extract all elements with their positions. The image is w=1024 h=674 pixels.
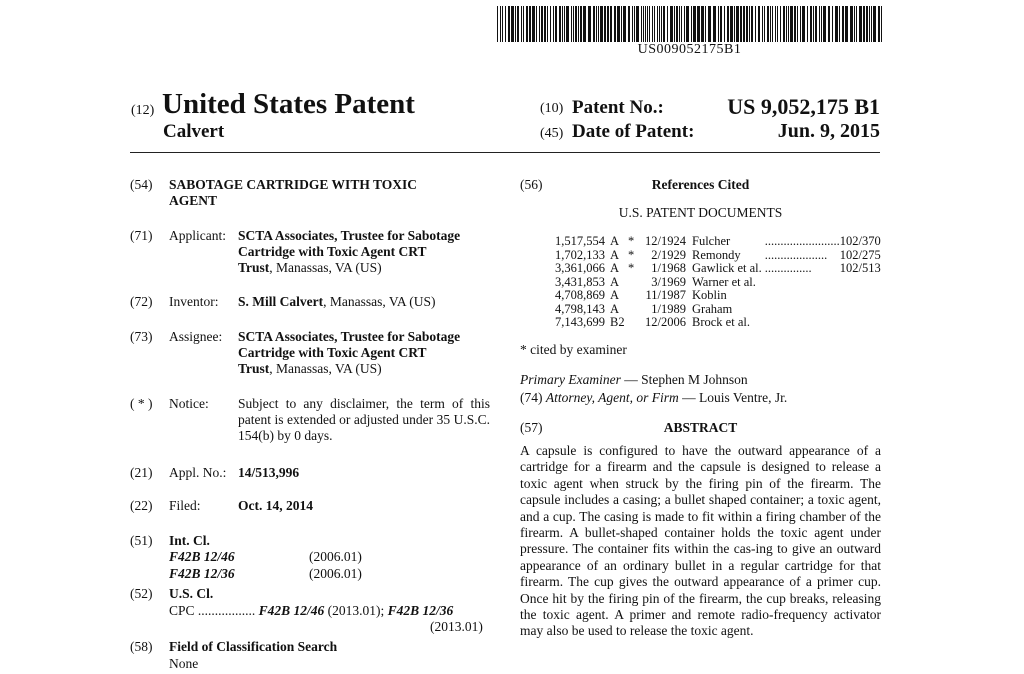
ref-date: 3/1969 xyxy=(651,274,686,289)
inventor-location: , Manassas, VA (US) xyxy=(323,294,436,309)
code-22: (22) xyxy=(130,498,153,513)
ref-name: Warner et al. xyxy=(692,274,756,289)
field-of-search-label: Field of Classification Search xyxy=(169,639,338,654)
abstract-title: ABSTRACT xyxy=(663,420,738,435)
appl-no-label: Appl. No.: xyxy=(169,465,227,480)
ref-class: 102/370 xyxy=(839,234,881,248)
code-notice: ( * ) xyxy=(130,396,153,411)
int-cl-class-2: F42B 12/36 xyxy=(169,566,235,581)
cpc-class-2: F42B 12/36 xyxy=(387,603,454,618)
ref-patent-number: 1,517,554 xyxy=(555,234,605,248)
code-56: (56) xyxy=(520,177,543,192)
applicant-line1: SCTA Associates, Trustee for Sabotage xyxy=(238,228,461,243)
examiner-line xyxy=(520,372,748,388)
ref-class: 102/275 xyxy=(839,247,881,262)
references-table xyxy=(545,235,881,330)
applicant-line3 xyxy=(238,260,382,276)
ref-cited-star xyxy=(628,303,640,317)
code-57: (57) xyxy=(520,420,543,435)
ref-kind-code: A xyxy=(610,301,620,316)
ref-cited-star: * xyxy=(628,234,635,248)
cpc-date-1: (2013.01); xyxy=(327,603,385,618)
int-cl-date-1: (2006.01) xyxy=(309,549,362,564)
code-21: (21) xyxy=(130,465,153,480)
ref-date: 12/1924 xyxy=(645,234,686,248)
ref-dots: .................... xyxy=(764,247,828,262)
code-58: (58) xyxy=(130,639,153,654)
date-label: Date of Patent: xyxy=(572,121,695,142)
ref-cited-star xyxy=(628,316,640,330)
cpc-class-1: F42B 12/46 xyxy=(258,603,325,618)
ref-class xyxy=(840,316,881,330)
ref-name: Gawlick et al. xyxy=(692,261,762,275)
patent-no-value: US 9,052,175 B1 xyxy=(727,94,880,119)
reference-row xyxy=(545,249,881,263)
applicant-line2: Cartridge with Toxic Agent CRT xyxy=(238,244,427,259)
code-72: (72) xyxy=(130,294,153,309)
ref-kind-code: A xyxy=(610,288,620,302)
reference-row xyxy=(545,262,881,276)
reference-row xyxy=(545,303,881,317)
cpc-line xyxy=(169,603,453,619)
ref-patent-number: 4,798,143 xyxy=(555,301,605,316)
ref-class xyxy=(840,303,881,317)
inventor-name: S. Mill Calvert xyxy=(238,294,324,309)
assignee-line2: Cartridge with Toxic Agent CRT xyxy=(238,345,427,360)
ref-dots xyxy=(765,303,840,317)
notice-text: Subject to any disclaimer, the term of this patent is extended or adjusted under 35 U.S.C. 154(b) by 0 days. xyxy=(238,396,490,443)
ref-patent-number: 7,143,699 xyxy=(555,315,605,329)
inventor-line xyxy=(238,294,436,310)
ref-cited-star: * xyxy=(628,247,635,262)
attorney-line xyxy=(520,390,787,406)
appl-no-value: 14/513,996 xyxy=(238,465,300,480)
cpc-date-2: (2013.01) xyxy=(430,619,483,634)
barcode-number: US009052175B1 xyxy=(637,42,742,57)
assignee-trust: Trust xyxy=(238,361,270,376)
ref-name: Remondy xyxy=(692,247,741,262)
ref-dots: ............... xyxy=(764,261,812,275)
ref-cited-star xyxy=(628,289,640,303)
assignee-line1: SCTA Associates, Trustee for Sabotage xyxy=(238,329,461,344)
ref-cited-star: * xyxy=(628,261,635,275)
int-cl-class-1: F42B 12/46 xyxy=(169,549,235,564)
invention-title-line2: AGENT xyxy=(169,193,218,208)
filed-value: Oct. 14, 2014 xyxy=(238,498,313,513)
ref-patent-number: 3,361,066 xyxy=(555,261,605,275)
header-inventor: Calvert xyxy=(163,121,225,142)
ref-patent-number: 4,708,869 xyxy=(555,288,605,302)
ref-kind-code: A xyxy=(610,274,620,289)
ref-name: Graham xyxy=(692,301,733,316)
applicant-label: Applicant: xyxy=(169,228,226,243)
ref-date: 1/1989 xyxy=(651,301,686,316)
code-52: (52) xyxy=(130,586,153,601)
references-cited-title: References Cited xyxy=(651,177,750,192)
abstract-text: A capsule is configured to have the outward appearance of a cartridge for a firearm and the capsule is designed to release a toxic agent when struck by the firing pin of the firearm. The capsule includes a casing; a bullet shaped container; a toxic agent, and a cup. The casing is made to fit within a firing chamber of the firearm. A bullet-shaped container holds the toxic agent under pressure. The container fits within the cas-ing to give an outward appearance of an ordinary bullet in a regular cartridge for that firearm. The cup gives the outward appearance of a primer cup. Once hit by the firing pin of the firearm, the cup breaks, releasing the toxic agent. A primer and remote radio-frequency activator may also be used to release the toxic agent. xyxy=(520,443,881,639)
code-10: (10) xyxy=(540,101,564,116)
examiner-name: — Stephen M Johnson xyxy=(620,372,748,387)
reference-row xyxy=(545,235,881,249)
header-divider xyxy=(130,152,880,153)
applicant-trust: Trust xyxy=(238,260,270,275)
ref-class xyxy=(840,289,881,303)
int-cl-date-2: (2006.01) xyxy=(309,566,362,581)
ref-name: Fulcher xyxy=(692,234,731,248)
field-of-search-value: None xyxy=(169,656,199,671)
examiner-label: Primary Examiner xyxy=(520,372,621,387)
ref-class: 102/513 xyxy=(839,261,881,275)
ref-kind-code: B2 xyxy=(610,315,625,329)
assignee-line3 xyxy=(238,361,382,377)
code-73: (73) xyxy=(130,329,153,344)
doc-type-title: United States Patent xyxy=(162,88,415,120)
ref-kind-code: A xyxy=(610,247,620,262)
invention-title-line1: SABOTAGE CARTRIDGE WITH TOXIC xyxy=(169,177,417,192)
ref-patent-number: 1,702,133 xyxy=(555,247,605,262)
code-71: (71) xyxy=(130,228,153,243)
cpc-dots: ................. xyxy=(197,603,256,618)
ref-name: Brock et al. xyxy=(692,315,750,329)
notice-label: Notice: xyxy=(169,396,209,411)
assignee-location: , Manassas, VA (US) xyxy=(269,361,382,376)
reference-row xyxy=(545,289,881,303)
ref-name: Koblin xyxy=(692,288,727,302)
reference-row xyxy=(545,276,881,290)
ref-kind-code: A xyxy=(610,261,620,275)
code-54: (54) xyxy=(130,177,153,192)
code-51: (51) xyxy=(130,533,153,548)
cpc-label: CPC xyxy=(169,603,195,618)
assignee-label: Assignee: xyxy=(169,329,223,344)
ref-cited-star xyxy=(628,276,640,290)
cited-by-examiner-note: * cited by examiner xyxy=(520,342,627,357)
barcode xyxy=(497,6,882,42)
ref-date: 1/1968 xyxy=(651,261,686,275)
attorney-name: — Louis Ventre, Jr. xyxy=(678,390,788,405)
ref-dots xyxy=(765,316,840,330)
inventor-label: Inventor: xyxy=(169,294,219,309)
int-cl-label: Int. Cl. xyxy=(169,533,210,548)
ref-dots xyxy=(765,276,840,290)
ref-date: 12/2006 xyxy=(645,315,686,329)
code-74: (74) xyxy=(520,390,543,405)
date-value: Jun. 9, 2015 xyxy=(777,120,880,142)
ref-kind-code: A xyxy=(610,234,620,248)
code-12: (12) xyxy=(131,103,155,118)
us-patent-documents-heading: U.S. PATENT DOCUMENTS xyxy=(618,205,783,220)
ref-patent-number: 3,431,853 xyxy=(555,274,605,289)
reference-row xyxy=(545,316,881,330)
filed-label: Filed: xyxy=(169,498,201,513)
us-cl-label: U.S. Cl. xyxy=(169,586,214,601)
ref-class xyxy=(840,276,881,290)
ref-date: 2/1929 xyxy=(651,247,686,262)
ref-date: 11/1987 xyxy=(645,288,686,302)
attorney-label: Attorney, Agent, or Firm xyxy=(545,390,679,405)
patent-no-label: Patent No.: xyxy=(572,97,664,118)
ref-dots xyxy=(765,289,840,303)
ref-dots: ........................ xyxy=(764,234,840,248)
code-45: (45) xyxy=(540,126,564,141)
applicant-location: , Manassas, VA (US) xyxy=(269,260,382,275)
